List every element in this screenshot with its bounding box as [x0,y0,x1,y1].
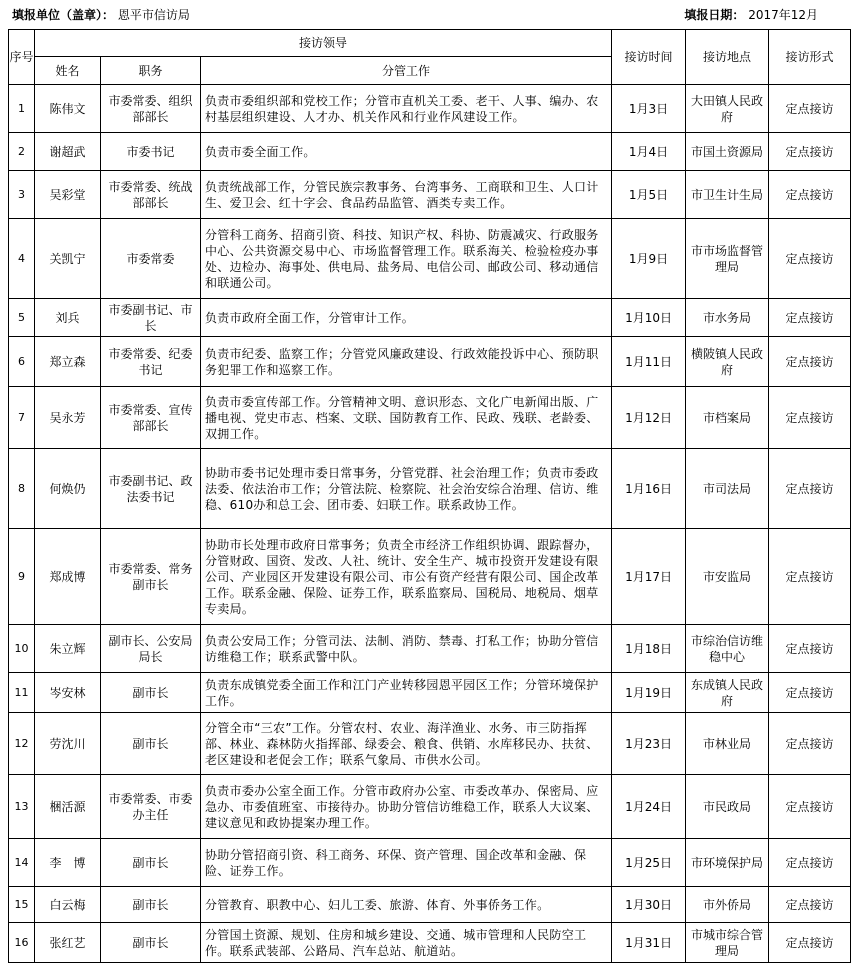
duties-header: 分管工作 [201,57,612,85]
position-cell: 市委常委、宣传部部长 [101,387,201,449]
seq-cell: 9 [9,529,35,625]
reporting-unit-label: 填报单位（盖章）： [12,8,115,22]
form-cell: 定点接访 [769,337,851,387]
name-cell: 关凯宁 [35,219,101,299]
leader-group-header: 接访领导 [35,30,612,57]
location-cell: 大田镇人民政府 [686,85,769,133]
location-cell: 横陂镇人民政府 [686,337,769,387]
report-date-value: 2017年12月 [748,8,818,22]
name-header: 姓名 [35,57,101,85]
reporting-unit-value: 恩平市信访局 [117,8,190,22]
name-cell: 吴彩堂 [35,171,101,219]
name-cell: 梱活源 [35,775,101,839]
time-cell: 1月16日 [612,449,686,529]
name-cell: 何焕仍 [35,449,101,529]
seq-cell: 3 [9,171,35,219]
name-cell: 陈伟文 [35,85,101,133]
location-cell: 市卫生计生局 [686,171,769,219]
duties-cell: 负责市政府全面工作，分管审计工作。 [201,299,612,337]
duties-cell: 负责统战部工作，分管民族宗教事务、台湾事务、工商联和卫生、人口计生、爱卫会、红十字会、食品药品监管、酒类专卖工作。 [201,171,612,219]
table-row [9,387,851,449]
table-row [9,625,851,673]
duties-cell: 负责市委办公室全面工作。分管市政府办公室、市委改革办、保密局、应急办、市委值班室、市接待办。协助分管信访维稳工作，联系人大议案、建议意见和政协提案办理工作。 [201,775,612,839]
name-cell: 张红艺 [35,923,101,963]
form-cell: 定点接访 [769,387,851,449]
form-header: 接访形式 [769,30,851,85]
location-cell: 东成镇人民政府 [686,673,769,713]
seq-cell: 10 [9,625,35,673]
seq-cell: 7 [9,387,35,449]
form-cell: 定点接访 [769,85,851,133]
duties-cell: 负责市委宣传部工作。分管精神文明、意识形态、文化广电新闻出版、广播电视、党史市志、档案、文联、国防教育工作、民政、残联、老龄委、双拥工作。 [201,387,612,449]
seq-cell: 2 [9,133,35,171]
report-date [684,6,818,23]
form-cell: 定点接访 [769,529,851,625]
duties-cell: 分管全市“三农”工作。分管农村、农业、海洋渔业、水务、市三防指挥部、林业、森林防火指挥部、绿委会、粮食、供销、水库移民办、扶贫、老区建设和老促会工作；联系气象局、市供水公司。 [201,713,612,775]
form-cell: 定点接访 [769,625,851,673]
location-cell: 市综治信访维稳中心 [686,625,769,673]
duties-cell: 分管教育、职教中心、妇儿工委、旅游、体育、外事侨务工作。 [201,887,612,923]
time-cell: 1月10日 [612,299,686,337]
table-row [9,673,851,713]
duties-cell: 负责市纪委、监察工作；分管党风廉政建设、行政效能投诉中心、预防职务犯罪工作和巡察工作。 [201,337,612,387]
seq-cell: 12 [9,713,35,775]
time-cell: 1月24日 [612,775,686,839]
position-cell: 副市长 [101,839,201,887]
duties-cell: 协助市长处理市政府日常事务；负责全市经济工作组织协调、跟踪督办，分管财政、国资、发改、人社、统计、安全生产、城市投资开发建设有限公司、产业园区开发建设有限公司、市公有资产经营有限公司、国企改革工作。联系金融、保险、证券工作，联系监察局、国税局、地税局、烟草专卖局。 [201,529,612,625]
position-cell: 副市长 [101,923,201,963]
seq-cell: 11 [9,673,35,713]
duties-cell: 负责公安局工作；分管司法、法制、消防、禁毒、打私工作；协助分管信访维稳工作；联系武警中队。 [201,625,612,673]
seq-cell: 14 [9,839,35,887]
table-row [9,85,851,133]
time-cell: 1月31日 [612,923,686,963]
seq-cell: 4 [9,219,35,299]
name-cell: 白云梅 [35,887,101,923]
location-header: 接访地点 [686,30,769,85]
table-row [9,219,851,299]
location-cell: 市环境保护局 [686,839,769,887]
table-row [9,337,851,387]
time-cell: 1月18日 [612,625,686,673]
form-cell: 定点接访 [769,449,851,529]
position-cell: 市委常委 [101,219,201,299]
name-cell: 吴永芳 [35,387,101,449]
form-cell: 定点接访 [769,839,851,887]
table-row [9,529,851,625]
name-cell: 岑安林 [35,673,101,713]
table-row [9,171,851,219]
position-cell: 市委常委、统战部部长 [101,171,201,219]
time-cell: 1月30日 [612,887,686,923]
table-row [9,839,851,887]
time-cell: 1月5日 [612,171,686,219]
time-cell: 1月25日 [612,839,686,887]
form-cell: 定点接访 [769,775,851,839]
time-cell: 1月12日 [612,387,686,449]
location-cell: 市外侨局 [686,887,769,923]
position-cell: 副市长 [101,673,201,713]
name-cell: 朱立辉 [35,625,101,673]
time-cell: 1月4日 [612,133,686,171]
duties-cell: 负责市委组织部和党校工作；分管市直机关工委、老干、人事、编办、农村基层组织建设、人才办、机关作风和行业作风建设工作。 [201,85,612,133]
time-cell: 1月19日 [612,673,686,713]
report-header [0,0,858,28]
name-cell: 郑成博 [35,529,101,625]
position-cell: 市委常委、组织部部长 [101,85,201,133]
form-cell: 定点接访 [769,923,851,963]
table-row [9,713,851,775]
position-cell: 市委副书记、市长 [101,299,201,337]
name-cell: 劳沈川 [35,713,101,775]
location-cell: 市民政局 [686,775,769,839]
time-cell: 1月23日 [612,713,686,775]
location-cell: 市林业局 [686,713,769,775]
table-row [9,923,851,963]
seq-cell: 1 [9,85,35,133]
position-header: 职务 [101,57,201,85]
duties-cell: 负责市委全面工作。 [201,133,612,171]
report-date-label: 填报日期： [684,8,745,22]
reception-schedule-table [8,29,851,963]
seq-header: 序号 [9,30,35,85]
table-row [9,887,851,923]
position-cell: 副市长 [101,713,201,775]
time-cell: 1月3日 [612,85,686,133]
location-cell: 市司法局 [686,449,769,529]
name-cell: 李 博 [35,839,101,887]
duties-cell: 分管国土资源、规划、住房和城乡建设、交通、城市管理和人民防空工作。联系武装部、公路局、汽车总站、航道站。 [201,923,612,963]
form-cell: 定点接访 [769,299,851,337]
name-cell: 郑立森 [35,337,101,387]
location-cell: 市城市综合管理局 [686,923,769,963]
table-row [9,133,851,171]
location-cell: 市市场监督管理局 [686,219,769,299]
duties-cell: 协助市委书记处理市委日常事务，分管党群、社会治理工作；负责市委政法委、依法治市工作；分管法院、检察院、社会治安综合治理、信访、维稳、610办和总工会、团市委、妇联工作。联系政协工作。 [201,449,612,529]
form-cell: 定点接访 [769,887,851,923]
position-cell: 副市长、公安局局长 [101,625,201,673]
position-cell: 市委常委、市委办主任 [101,775,201,839]
position-cell: 市委常委、纪委书记 [101,337,201,387]
location-cell: 市水务局 [686,299,769,337]
location-cell: 市档案局 [686,387,769,449]
form-cell: 定点接访 [769,673,851,713]
form-cell: 定点接访 [769,133,851,171]
location-cell: 市国土资源局 [686,133,769,171]
form-cell: 定点接访 [769,219,851,299]
table-row [9,299,851,337]
duties-cell: 负责东成镇党委全面工作和江门产业转移园恩平园区工作；分管环境保护工作。 [201,673,612,713]
position-cell: 市委书记 [101,133,201,171]
position-cell: 副市长 [101,887,201,923]
form-cell: 定点接访 [769,171,851,219]
time-cell: 1月11日 [612,337,686,387]
time-cell: 1月17日 [612,529,686,625]
table-row [9,775,851,839]
position-cell: 市委副书记、政法委书记 [101,449,201,529]
time-header: 接访时间 [612,30,686,85]
seq-cell: 15 [9,887,35,923]
form-cell: 定点接访 [769,713,851,775]
reporting-unit [12,6,190,23]
table-row [9,449,851,529]
location-cell: 市安监局 [686,529,769,625]
name-cell: 谢超武 [35,133,101,171]
time-cell: 1月9日 [612,219,686,299]
seq-cell: 13 [9,775,35,839]
seq-cell: 8 [9,449,35,529]
position-cell: 市委常委、常务副市长 [101,529,201,625]
name-cell: 刘兵 [35,299,101,337]
seq-cell: 6 [9,337,35,387]
duties-cell: 协助分管招商引资、科工商务、环保、资产管理、国企改革和金融、保险、证券工作。 [201,839,612,887]
duties-cell: 分管科工商务、招商引资、科技、知识产权、科协、防震减灾、行政服务中心、公共资源交易中心、市场监督管理工作。联系海关、检验检疫办事处、边检办、海事处、供电局、盐务局、电信公司、邮政公司、移动通信和联通公司。 [201,219,612,299]
seq-cell: 16 [9,923,35,963]
seq-cell: 5 [9,299,35,337]
